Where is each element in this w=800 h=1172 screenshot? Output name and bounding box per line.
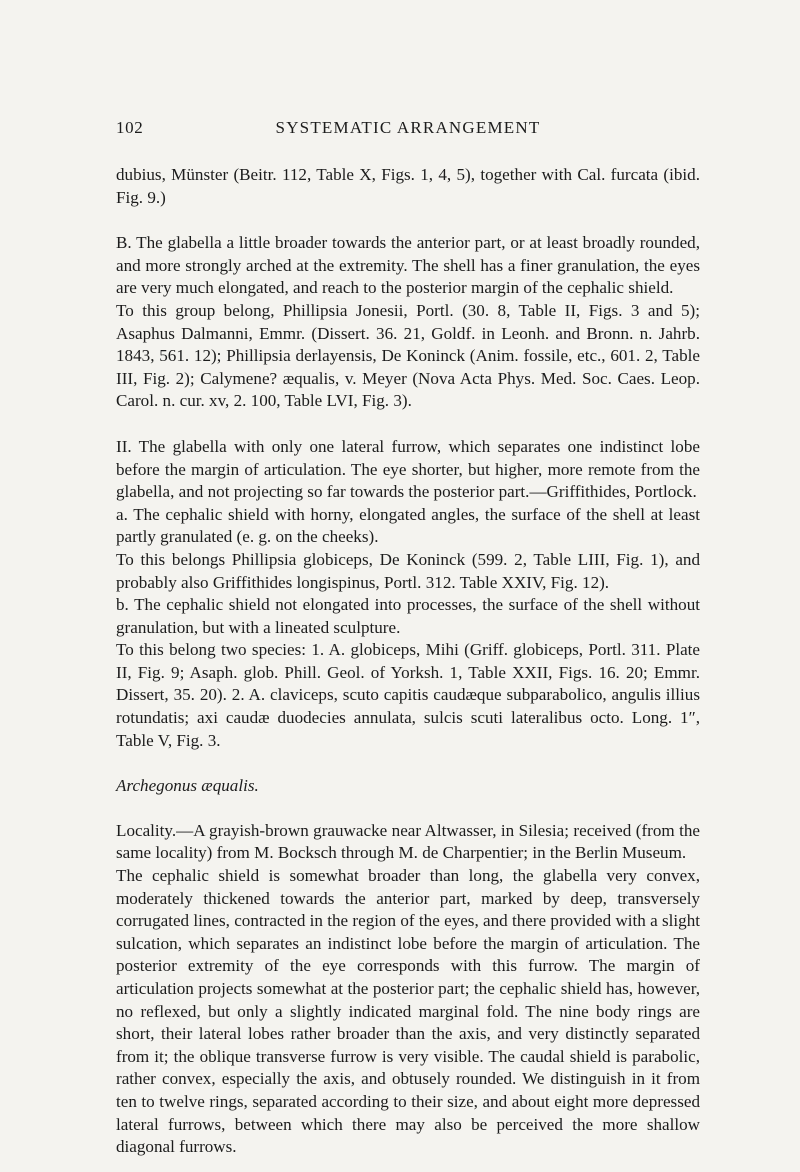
paragraph-description: The cephalic shield is somewhat broader than long, the glabella very convex, moderately thickened towards the anterior part, marked by deep, transversely corrugated lines, contracted in the region of the eyes, and there provided with a slight sulcation, which separates an indistinct lobe before the margin of articulation. The posterior extremity of the eye corresponds with this furrow. The margin of articulation projects somewhat at the posterior part; the cephalic shield has, however, no reflexed, but only a slightly indicated marginal fold. The nine body rings are short, their lateral lobes rather broader than the axis, and very distinctly separated from it; the oblique transverse furrow is very visible. The caudal shield is parabolic, rather convex, especially the axis, and obtusely rounded. We distinguish in it from ten to twelve rings, separated according to their size, and about eight more depressed lateral furrows, between which there may also be perceived the more shallow diagonal furrows. [116, 866, 700, 1157]
page-header [116, 118, 700, 142]
paragraph-section-ii: II. The glabella with only one lateral furrow, which separates one indistinct lobe before the margin of articulation. The eye shorter, but higher, more remote from the glabella, and not projecting so far towards the posterior part.—Griffithides, Portlock. [116, 436, 700, 502]
paragraph-locality: Locality.—A grayish-brown grauwacke near Altwasser, in Silesia; received (from the same locality) from M. Bocksch through M. de Charpentier; in the Berlin Museum. [116, 820, 700, 863]
paragraph-continued: dubius, Münster (Beitr. 112, Table X, Figs. 1, 4, 5), together with Cal. furcata (ibid. Fig. 9.) [116, 165, 700, 207]
page-body [116, 164, 700, 1159]
paragraph-subgroup-b-species: To this belong two species: 1. A. globiceps, Mihi (Griff. globiceps, Portl. 311. Plate II, Fig. 9; Asaph. glob. Phill. Geol. of Yorksh. 1, Table XXII, Figs. 16. 20; Emmr. Dissert, 35. 20). 2. A. claviceps, scuto capitis caudæque subparabolico, angulis illius rotundatis; axi caudæ duodecies annulata, sulcis scuti lateralibus octo. Long. 1″, Table V, Fig. 3. [116, 640, 700, 750]
species-heading [116, 775, 700, 798]
running-title: SYSTEMATIC ARRANGEMENT [275, 118, 541, 137]
paragraph-subgroup-a: a. The cephalic shield with horny, elongated angles, the surface of the shell at least partly granulated (e. g. on the cheeks). [116, 504, 700, 547]
paragraph-subgroup-b: b. The cephalic shield not elongated into processes, the surface of the shell without granulation, but with a lineated sculpture. [116, 595, 700, 637]
paragraph-group-b-species: To this group belong, Phillipsia Jonesii, Portl. (30. 8, Table II, Figs. 3 and 5); Asaphus Dalmanni, Emmr. (Dissert. 36. 21, Goldf. in Leonh. and Bronn. n. Jahrb. 1843, 561. 12); Phillipsia derlayensis, De Koninck (Anim. fossile, etc., 601. 2, Table III, Fig. 2); Calymene? æqualis, v. Meyer (Nova Acta Phys. Med. Soc. Caes. Leop. Carol. n. cur. xv, 2. 100, Table LVI, Fig. 3). [116, 300, 700, 411]
paragraph-subgroup-a-species: To this belongs Phillipsia globiceps, De Koninck (599. 2, Table LIII, Fig. 1), and probably also Griffithides longispinus, Portl. 312. Table XXIV, Fig. 12). [116, 549, 700, 592]
species-heading-text: Archegonus æqualis. [116, 776, 259, 796]
page-number: 102 [116, 118, 144, 137]
paragraph-group-b: B. The glabella a little broader towards the anterior part, or at least broadly rounded, and more strongly arched at the extremity. The shell has a finer granulation, the eyes are very much elongated, and reach to the posterior margin of the cephalic shield. [116, 233, 700, 298]
